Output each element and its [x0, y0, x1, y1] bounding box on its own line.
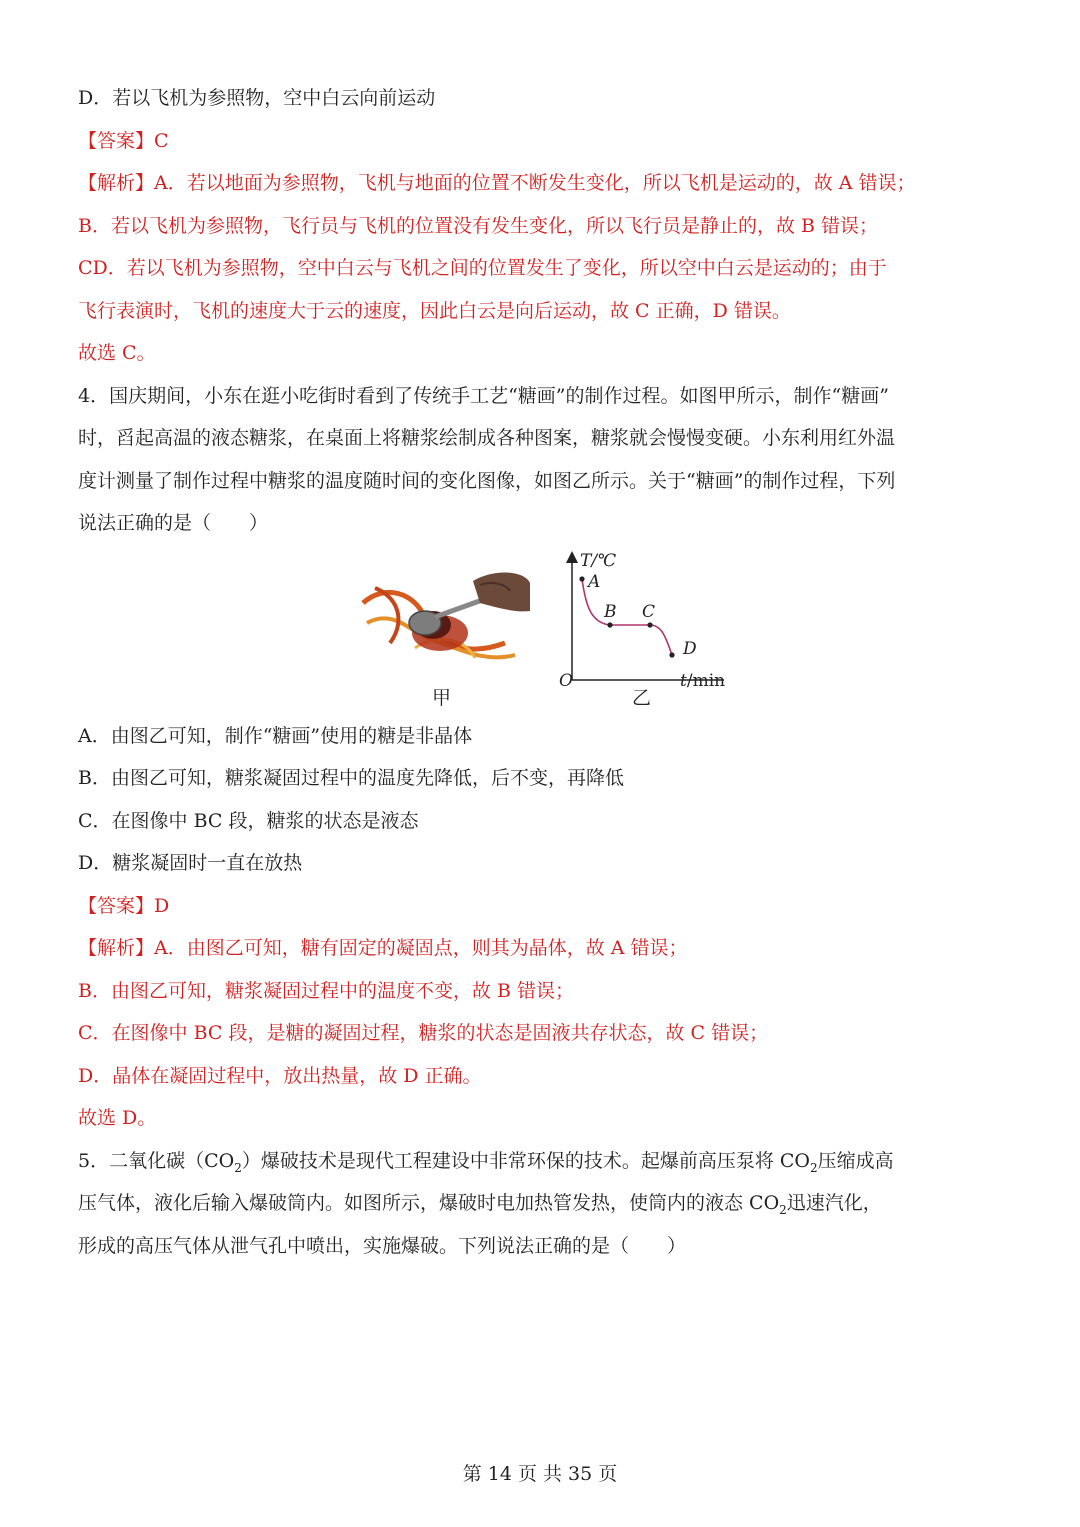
- photo-caption: 甲: [432, 687, 452, 709]
- page-number: 第 14 页 共 35 页: [462, 1463, 618, 1485]
- point-d-dot: [669, 652, 674, 657]
- conclusion-q3: 故选 C。: [78, 342, 156, 364]
- origin-label: O: [559, 671, 573, 691]
- question-5-line2: 压气体，液化后输入爆破筒内。如图所示，爆破时电加热管发热，使筒内的液态 $CO_2$迅速汽化，: [78, 1192, 882, 1217]
- analysis-q4-b: B．由图乙可知，糖浆凝固过程中的温度不变，故 B 错误；: [78, 980, 575, 1002]
- conclusion-q4: 故选 D。: [78, 1107, 157, 1129]
- analysis-q4-c: C．在图像中 BC 段，是糖的凝固过程，糖浆的状态是固液共存状态，故 C 错误；: [78, 1022, 769, 1044]
- y-axis-label: T/℃: [580, 551, 617, 571]
- point-a-dot: [579, 576, 584, 581]
- sugar-painting-photo: [355, 563, 530, 675]
- analysis-q4-a: 【解析】A．由图乙可知，糖有固定的凝固点，则其为晶体，故 A 错误；: [78, 937, 688, 959]
- option-d-previous: D．若以飞机为参照物，空中白云向前运动: [78, 87, 436, 109]
- analysis-q3-cd-cont: 飞行表演时，飞机的速度大于云的速度，因此白云是向后运动，故 C 正确，D 错误。: [78, 300, 791, 322]
- analysis-q4-d: D．晶体在凝固过程中，放出热量，故 D 正确。: [78, 1065, 482, 1087]
- analysis-q3-b: B．若以飞机为参照物，飞行员与飞机的位置没有发生变化，所以飞行员是静止的，故 B 错误；: [78, 215, 879, 237]
- question-5-line1: 5．二氧化碳$(CO_2)$爆破技术是现代工程建设中非常环保的技术。起爆前高压泵将 $CO_2$压缩成高: [78, 1150, 894, 1175]
- point-d-label: D: [683, 639, 697, 659]
- option-a: A．由图乙可知，制作“糖画”使用的糖是非晶体: [78, 725, 473, 747]
- question-4-line4: 说法正确的是（ ）: [78, 512, 269, 534]
- question-4-line3: 度计测量了制作过程中糖浆的温度随时间的变化图像，如图乙所示。关于“糖画”的制作过程，下列: [78, 470, 896, 492]
- point-c-label: C: [642, 602, 656, 622]
- option-d: D．糖浆凝固时一直在放热: [78, 852, 303, 874]
- x-axis-label: t/min: [680, 671, 726, 691]
- option-b: B．由图乙可知，糖浆凝固过程中的温度先降低，后不变，再降低: [78, 767, 624, 789]
- graph-caption: 乙: [632, 687, 652, 709]
- question-4-line1: 4．国庆期间，小东在逛小吃街时看到了传统手工艺“糖画”的制作过程。如图甲所示，制作“糖画”: [78, 385, 889, 407]
- answer-q4: 【答案】D: [78, 895, 170, 917]
- question-4-line2: 时，舀起高温的液态糖浆，在桌面上将糖浆绘制成各种图案，糖浆就会慢慢变硬。小东利用红外温: [78, 427, 896, 449]
- question-5-line3: 形成的高压气体从泄气孔中喷出，实施爆破。下列说法正确的是（ ）: [78, 1235, 687, 1257]
- point-a-label: A: [588, 572, 601, 592]
- analysis-q3-a: 【解析】A．若以地面为参照物，飞机与地面的位置不断发生变化，所以飞机是运动的，故 A 错误；: [78, 172, 916, 194]
- option-c: C．在图像中 BC 段，糖浆的状态是液态: [78, 810, 419, 832]
- point-b-label: B: [604, 602, 617, 622]
- analysis-q3-cd: CD．若以飞机为参照物，空中白云与飞机之间的位置发生了变化，所以空中白云是运动的；由于: [78, 257, 887, 279]
- answer-q3: 【答案】C: [78, 130, 169, 152]
